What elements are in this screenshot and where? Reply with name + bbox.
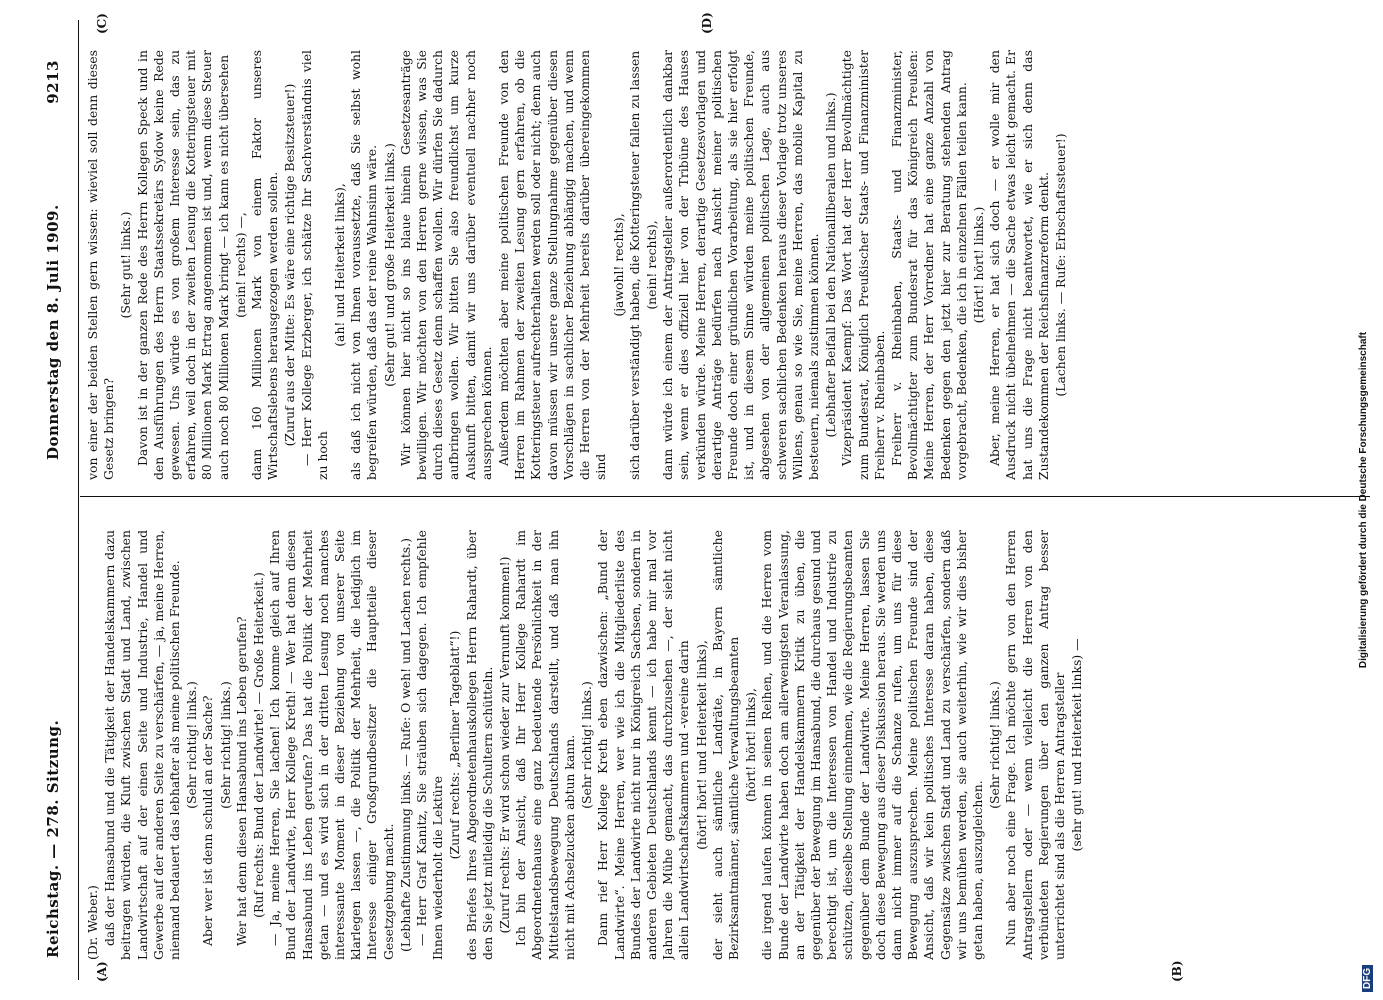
interjection: (Zuruf aus der Mitte: Es wäre eine richtige Besitzsteuer!) — [282, 83, 298, 447]
paragraph: Wer hat denn diesen Hansabund ins Leben gerufen? — [233, 616, 249, 946]
paragraph: — Herr Kollege Erzberger, ich schätze Ihr Sachverständnis viel zu hoch — [298, 50, 330, 480]
paragraph: sich darüber verständigt haben, die Kotteringsteuer fallen zu lassen — [626, 50, 642, 480]
dfg-logo: DFG — [1362, 965, 1373, 992]
paragraph: Vizepräsident Kaempf: Das Wort hat der Herr Bevollmächtigte zum Bundesrat, Königlich Preußischer Staats- und Finanzminister Freiherr v. Rheinbaben. — [839, 50, 887, 480]
paragraph: dann 160 Millionen Mark von einem Faktor unseres Wirtschaftslebens herausgezogen werden sollen. — [249, 50, 281, 480]
page-header — [40, 20, 70, 980]
interjection: (nein! rechts), — [643, 220, 659, 310]
paragraph: der sieht auch sämtliche Landräte, in Bayern sämtliche Bezirksamtmänner, sämtliche Verwaltungsbeamten — [709, 530, 741, 960]
interjection: (Ruf rechts: Bund der Landwirte! — Große Heiterkeit.) — [251, 572, 267, 918]
paragraph: Außerdem möchten aber meine politischen Freunde von den Herren im Rahmen der zweiten Lesung gern erfahren, ob die Kotteringsteuer aufrechterhalten werden soll oder nicht; denn auch davon müssen wir unsere ganze Stellungnahme gegenüber diesen Vorschlägen in sachlicher Beziehung abhängig machen, und wenn die Herren von der Mehrheit bereits darüber übereingekommen sind — [496, 50, 609, 480]
paragraph: — Ja, meine Herren, Sie lachen! Ich komme gleich auf Ihren Bund der Landwirte, Herr Kollege Kreth! — Wer hat denn diesen Hansabund ins Leben gerufen? Das hat die Politik der Mehrheit getan — und es wird sich in der dritten Lesung noch manches interessante Moment in dieser Beziehung von unserer Seite klarlegen lassen —, die Politik der Mehrheit, die lediglich im Interesse einiger Großgrundbesitzer die Hauptteile dieser Gesetzgebung macht. — [267, 530, 396, 960]
interjection: (Zuruf rechts: Er wird schon wieder zur Vernunft kommen!) — [497, 556, 513, 934]
interjection: (Sehr richtig! links.) — [184, 681, 200, 809]
paragraph: Aber, meine Herren, er hat sich doch — er wolle mir den Ausdruck nicht übelnehmen — die Sache etwas leicht gemacht. Er hat uns die Frage nicht beantwortet, wie er sich denn das Zustandekommen der Reichsfinanzreform denkt. — [987, 50, 1051, 480]
paragraph: die irgend laufen können in seinen Reihen, und die Herren vom Bunde der Landwirte haben doch am allerwenigsten Veranlassung, an der Tätigkeit der Handelskammern Kritik zu üben, die gegenüber der Bewegung im Hansabund, die durchaus gesund und berechtigt ist, um die Interessen von Handel und Industrie zu schützen, dieselbe Stellung einnehmen, wie die Regierungsbeamten gegenüber dem Bunde der Landwirte. Meine Herren, lassen Sie doch diese Bewegung aus dieser Diskussion heraus. Sie werden uns dann nicht immer auf die Schanze rufen, um uns für diese Bewegung auszusprechen. Meine politischen Freunde sind der Ansicht, daß wir kein politisches Interesse daran haben, diese Gegensätze zwischen Stadt und Land zu verschärfen, sondern daß wir uns bemühen werden, sie auch weiterhin, wie wir dies bisher getan haben, auszugleichen. — [759, 530, 985, 960]
paragraph: (Dr. Weber.) — [85, 885, 100, 960]
header-rule — [78, 20, 79, 980]
paragraph: Wir können hier nicht so ins blaue hinein Gesetzesanträge bewilligen. Wir möchten von den Herren gerne wissen, was Sie durch dieses Gesetz denn schaffen wollen. Wir dürfen Sie dadurch aufbringen wollen. Wir bitten Sie also freundlichst um kurze Auskunft bitten, damit wir uns darüber eventuell nachher noch aussprechen können. — [397, 50, 494, 480]
paragraph: daß der Hansabund und die Tätigkeit der Handelskammern dazu beitragen würden, die Kluft zwischen Stadt und Land, zwischen Landwirtschaft auf der einen Seite und Industrie, Handel und Gewerbe auf der anderen Seite zu verschärfen, — ja, meine Herren, niemand bedauert das lebhafter als meine politischen Freunde. — [102, 530, 183, 960]
interjection: (nein! rechts) —, — [232, 212, 248, 318]
paragraph: dann würde ich einem der Antragsteller außerordentlich dankbar sein, wenn er dies offiziell hier von der Tribüne des Hauses verkünden würde. Meine Herren, derartige Gesetzesvorlagen und derartige Anträge bedürfen nach Ansicht meiner politischen Freunde doch einer gründlichen Vorarbeitung, als sie hier erfolgt ist, und in diesem Sinne würden meine politischen Freunde, abgesehen von der allgemeinen politischen Lage, auch aus schweren sachlichen Bedenken heraus dieser Vorlage trotz unseres Willens, genau so wie Sie, meine Herren, das mobile Kapital zu besteuern, niemals zustimmen können. — [660, 50, 821, 480]
paragraph: Davon ist in der ganzen Rede des Herrn Kollegen Speck und in den Ausführungen des Herrn Staatssekretärs Sydow keine Rede gewesen. Uns würde es von großem Interesse sein, das zu erfahren, weil doch in der zweiten Lesung die Kotteringsteuer mit 80 Millionen Mark Ertrag angenommen ist und, wenn diese Steuer auch noch 80 Millionen Mark bringt — ich kann es nicht übersehen — [134, 50, 231, 480]
interjection: (sehr gut! und Heiterkeit links) — — [1069, 638, 1085, 852]
digitization-credit: Digitalisierung gefördert durch die Deutsche Forschungsgemeinschaft — [1358, 331, 1369, 669]
margin-mark-b: (B) — [1170, 960, 1184, 982]
paragraph: Freiherr v. Rheinbaben, Staats- und Finanzminister, Bevollmächtigter zum Bundesrat für das Königreich Preußen: Meine Herren, der Herr Vorredner hat eine ganze Anzahl von Bedenken gegen den jetzt hier zur Beratung stehenden Antrag vorgebracht, Bedenken, die ich in einzelnen Fällen teilen kann. — [888, 50, 969, 480]
page-number: 9213 — [44, 60, 62, 104]
margin-mark-c: (C) — [95, 13, 109, 34]
paragraph: Ich bin der Ansicht, daß Ihr Herr Kollege Rahardt im Abgeordnetenhause eine ganz bedeutende Persönlichkeit in der Mittelstandsbewegung Deutschlands darstellt, und daß man ihn nicht mit Achselzucken abtun kann. — [513, 530, 577, 960]
paragraph: des Briefes Ihres Abgeordnetenhauskollegen Herrn Rahardt, über den Sie jetzt mitleidig die Schultern schütteln. — [463, 530, 495, 960]
interjection: (Lebhafte Zustimmung links. — Rufe: O weh! und Lachen rechts.) — [397, 538, 413, 952]
interjection: (Zuruf rechts: „Berliner Tageblatt“!) — [447, 630, 463, 860]
interjection: (Sehr gut! und große Heiterkeit links.) — [381, 143, 397, 387]
header-date: Donnerstag den 8. Juli 1909. — [44, 204, 62, 460]
interjection: (Lebhafter Beifall bei den Nationalliberalen und links.) — [823, 92, 839, 438]
margin-mark-d: (D) — [700, 12, 714, 34]
interjection: (Sehr richtig! links.) — [987, 681, 1003, 809]
margin-mark-a: (A) — [95, 961, 109, 982]
interjection: (Sehr gut! links.) — [118, 211, 134, 319]
paragraph: — Herr Graf Kanitz, Sie sträuben sich dagegen. Ich empfehle Ihnen wiederholt die Lektüre — [414, 530, 446, 960]
interjection: (jawohl! rechts), — [610, 213, 626, 317]
paragraph: von einer der beiden Stellen gern wissen: wieviel soll denn dieses Gesetz bringen? — [85, 50, 117, 480]
left-column — [85, 530, 1365, 960]
interjection: (Sehr richtig! links.) — [217, 681, 233, 809]
interjection: (hört! hört! und Heiterkeit links), — [693, 640, 709, 850]
paragraph: Aber wer ist denn schuld an der Sache? — [200, 695, 216, 946]
paragraph: Nun aber noch eine Frage. Ich möchte gern von den Herren Antragstellern oder — wenn vielleicht die Herren von den verbündeten Regierungen über den ganzen Antrag besser unterrichtet sind als die Herren Antragsteller — [1003, 530, 1067, 960]
paragraph: Dann rief Herr Kollege Kreth eben dazwischen: „Bund der Landwirte“. Meine Herren, wer wie ich die Mitgliederliste des Bundes der Landwirte nicht nur in Königreich Sachsen, sondern in anderen Gebieten Deutschlands kennt — ich habe mir mal vor Jahren die Mühe gemacht, das durchzusehen —, der sieht nicht allein Landwirtschaftskammern und -vereine darin — [595, 530, 692, 960]
interjection: (Sehr richtig! links.) — [579, 681, 595, 809]
right-column — [85, 50, 1365, 480]
interjection: (Hört! hört! links.) — [970, 206, 986, 324]
interjection: (hört! hört! links), — [743, 688, 759, 802]
header-session: Reichstag. — 278. Sitzung. — [44, 719, 62, 958]
interjection: (ah! und Heiterkeit links), — [332, 183, 348, 347]
paragraph: als daß ich nicht von Ihnen voraussetzte, daß Sie selbst wohl begreifen würden, daß das der reine Wahnsinn wäre. — [348, 50, 380, 480]
interjection: (Lachen links. — Rufe: Erbschaftssteuer!) — [1052, 133, 1068, 397]
column-separator — [80, 496, 1370, 497]
